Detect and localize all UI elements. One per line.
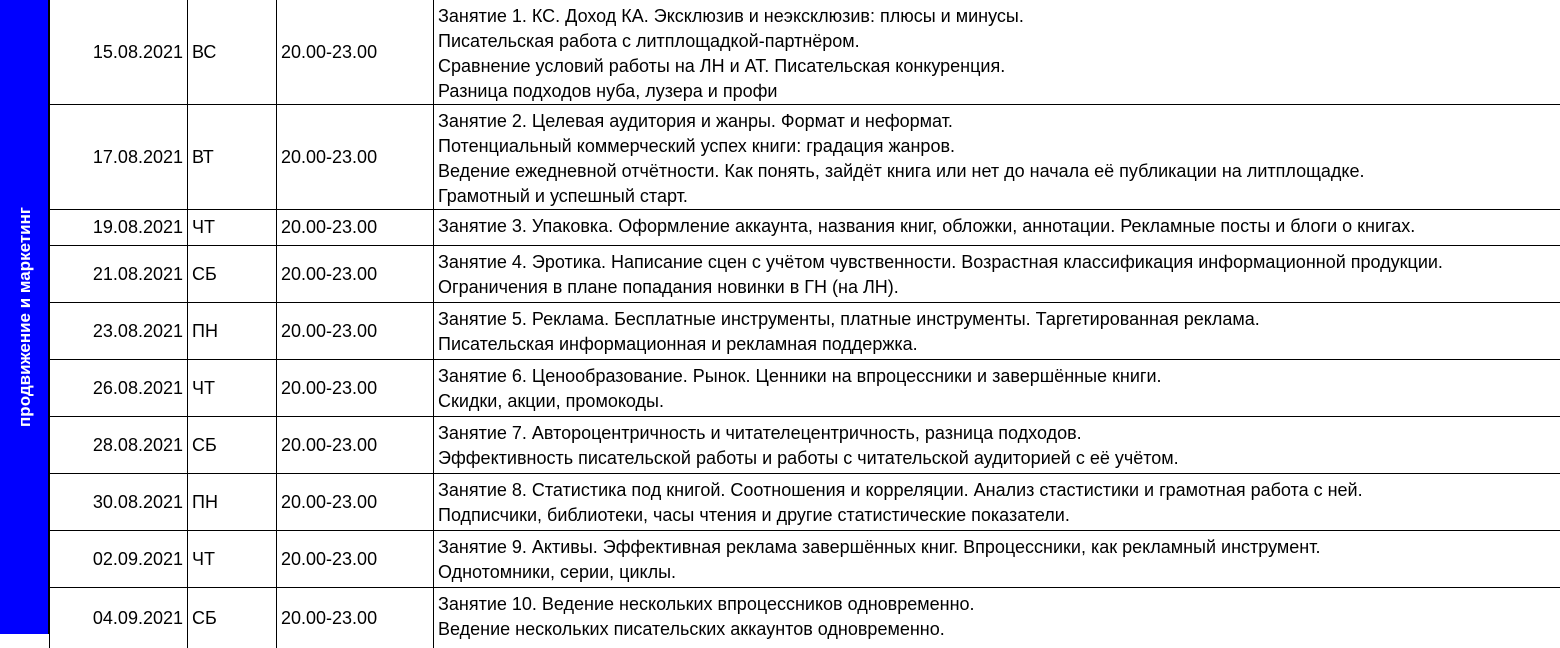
weekday-cell: СБ <box>188 588 277 648</box>
lesson-description-cell <box>434 0 1560 105</box>
lesson-description-cell <box>434 588 1560 648</box>
date-cell: 04.09.2021 <box>50 588 188 648</box>
lesson-description-cell <box>434 105 1560 210</box>
date-cell: 30.08.2021 <box>50 474 188 531</box>
time-cell: 20.00-23.00 <box>277 588 434 648</box>
lesson-description-line: Потенциальный коммерческий успех книги: градация жанров. <box>438 134 1556 159</box>
time-cell: 20.00-23.00 <box>277 303 434 360</box>
time-cell: 20.00-23.00 <box>277 360 434 417</box>
date-cell: 23.08.2021 <box>50 303 188 360</box>
table-row <box>50 303 1560 360</box>
time-cell: 20.00-23.00 <box>277 246 434 303</box>
time-cell: 20.00-23.00 <box>277 0 434 105</box>
lesson-description-line: Занятие 8. Статистика под книгой. Соотношения и корреляции. Анализ стастистики и грамотная работа с ней. <box>438 478 1556 503</box>
table-row <box>50 474 1560 531</box>
lesson-description-cell <box>434 531 1560 588</box>
lesson-description-line: Эффективность писательской работы и работы с читательской аудиторией с её учётом. <box>438 446 1556 471</box>
weekday-cell: ПН <box>188 474 277 531</box>
lesson-description-line: Сравнение условий работы на ЛН и АТ. Писательская конкуренция. <box>438 54 1556 79</box>
lesson-description-line: Скидки, акции, промокоды. <box>438 389 1556 414</box>
date-cell: 17.08.2021 <box>50 105 188 210</box>
table-row <box>50 531 1560 588</box>
weekday-cell: СБ <box>188 246 277 303</box>
table-row <box>50 417 1560 474</box>
weekday-cell: ЧТ <box>188 360 277 417</box>
section-label: продвижение и маркетинг <box>15 207 35 427</box>
lesson-description-line: Занятие 10. Ведение нескольких впроцессников одновременно. <box>438 592 1556 617</box>
time-cell: 20.00-23.00 <box>277 105 434 210</box>
table-row <box>50 360 1560 417</box>
time-cell: 20.00-23.00 <box>277 417 434 474</box>
lesson-description-line: Писательская работа с литплощадкой-партнёром. <box>438 29 1556 54</box>
date-cell: 02.09.2021 <box>50 531 188 588</box>
date-cell: 21.08.2021 <box>50 246 188 303</box>
table-row <box>50 588 1560 648</box>
weekday-cell: СБ <box>188 417 277 474</box>
time-cell: 20.00-23.00 <box>277 531 434 588</box>
lesson-description-line: Однотомники, серии, циклы. <box>438 560 1556 585</box>
date-cell: 15.08.2021 <box>50 0 188 105</box>
date-cell: 19.08.2021 <box>50 210 188 246</box>
date-cell: 26.08.2021 <box>50 360 188 417</box>
lesson-description-line: Занятие 5. Реклама. Бесплатные инструменты, платные инструменты. Таргетированная реклама. <box>438 307 1556 332</box>
lesson-description-cell <box>434 417 1560 474</box>
time-cell: 20.00-23.00 <box>277 474 434 531</box>
lesson-description-line: Занятие 1. КС. Доход КА. Эксклюзив и неэксклюзив: плюсы и минусы. <box>438 4 1556 29</box>
time-cell: 20.00-23.00 <box>277 210 434 246</box>
lesson-description-line: Занятие 9. Активы. Эффективная реклама завершённых книг. Впроцессники, как рекламный инструмент. <box>438 535 1556 560</box>
lesson-description-line: Разница подходов нуба, лузера и профи <box>438 79 1556 104</box>
lesson-description-cell <box>434 474 1560 531</box>
lesson-description-line: Грамотный и успешный старт. <box>438 184 1556 209</box>
lesson-description-line: Ограничения в плане попадания новинки в ГН (на ЛН). <box>438 275 1556 300</box>
lesson-description-cell <box>434 303 1560 360</box>
lesson-description-cell <box>434 210 1560 246</box>
table-row <box>50 105 1560 210</box>
schedule-table <box>49 0 1560 648</box>
lesson-description-line: Ведение нескольких писательских аккаунтов одновременно. <box>438 617 1556 642</box>
weekday-cell: ЧТ <box>188 531 277 588</box>
weekday-cell: ЧТ <box>188 210 277 246</box>
table-row <box>50 0 1560 105</box>
lesson-description-line: Ведение ежедневной отчётности. Как понять, зайдёт книга или нет до начала её публикации на литплощадке. <box>438 159 1556 184</box>
lesson-description-line: Занятие 6. Ценообразование. Рынок. Ценники на впроцессники и завершённые книги. <box>438 364 1556 389</box>
table-row <box>50 210 1560 246</box>
date-cell: 28.08.2021 <box>50 417 188 474</box>
lesson-description-line: Писательская информационная и рекламная поддержка. <box>438 332 1556 357</box>
lesson-description-line: Занятие 3. Упаковка. Оформление аккаунта, названия книг, обложки, аннотации. Рекламные посты и блоги о книгах. <box>438 214 1556 239</box>
weekday-cell: ВС <box>188 0 277 105</box>
lesson-description-line: Занятие 7. Автороцентричность и читателецентричность, разница подходов. <box>438 421 1556 446</box>
schedule-body <box>50 0 1560 648</box>
weekday-cell: ПН <box>188 303 277 360</box>
lesson-description-line: Подписчики, библиотеки, часы чтения и другие статистические показатели. <box>438 503 1556 528</box>
lesson-description-cell <box>434 360 1560 417</box>
lesson-description-line: Занятие 2. Целевая аудитория и жанры. Формат и неформат. <box>438 109 1556 134</box>
lesson-description-line: Занятие 4. Эротика. Написание сцен с учётом чувственности. Возрастная классификация информационной продукции. <box>438 250 1556 275</box>
weekday-cell: ВТ <box>188 105 277 210</box>
table-row <box>50 246 1560 303</box>
lesson-description-cell <box>434 246 1560 303</box>
section-sidebar <box>0 0 49 634</box>
